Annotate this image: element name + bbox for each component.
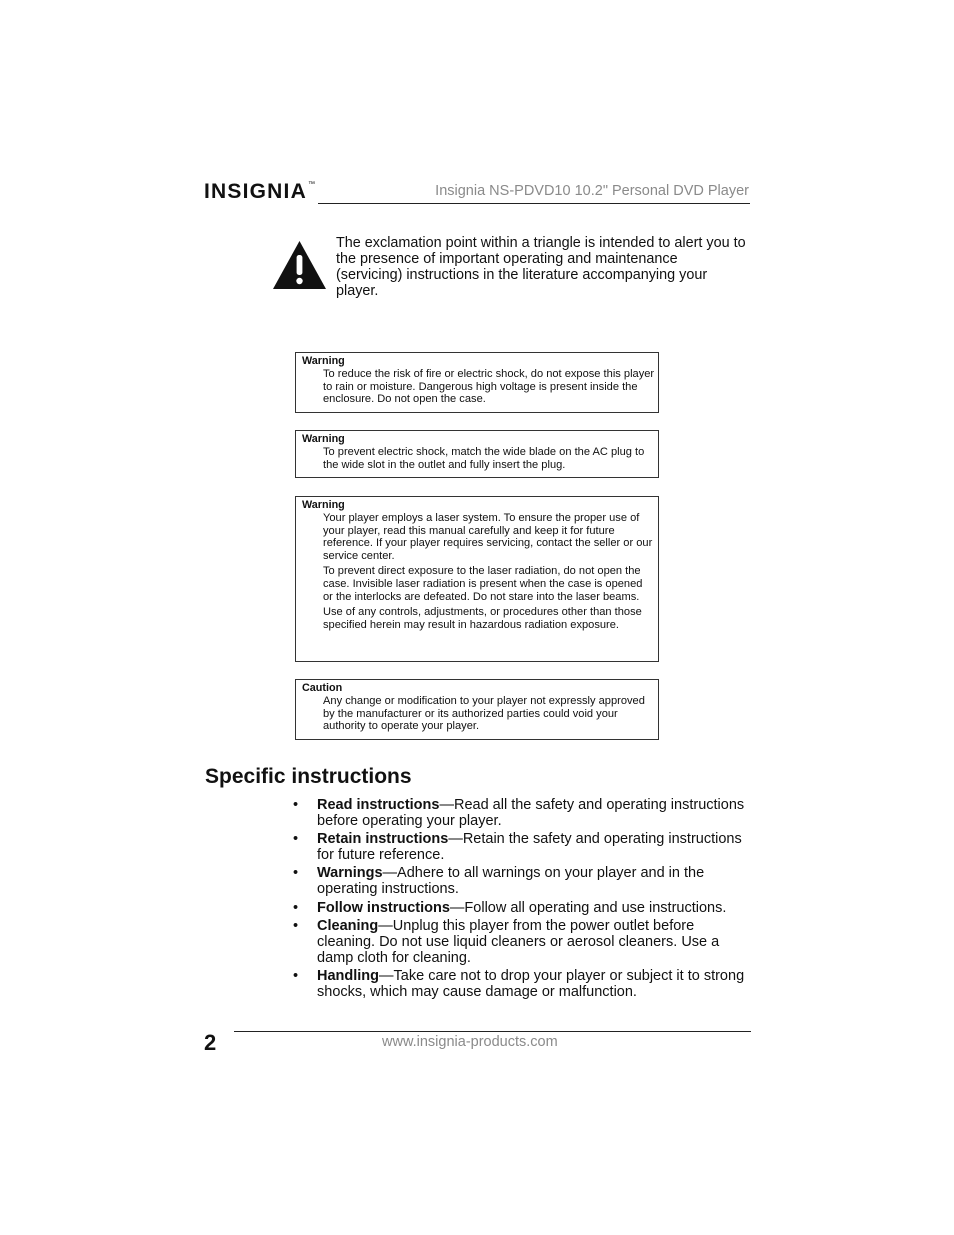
notice-body — [323, 368, 655, 409]
bullet-icon: • — [293, 797, 299, 813]
notice-body — [323, 695, 655, 736]
list-item — [290, 918, 750, 966]
bullet-icon: • — [293, 967, 299, 984]
item-term: Retain instructions — [317, 831, 449, 848]
notice-paragraph: Your player employs a laser system. To ensure the proper use of your player, read this manual carefully and keep it for future reference. If your player requires servicing, contact the seller or our service center. — [323, 512, 653, 562]
header-divider — [318, 203, 750, 204]
section-heading: Specific instructions — [205, 765, 412, 788]
item-term: Read instructions — [317, 797, 440, 813]
header-title: Insignia NS-PDVD10 10.2" Personal DVD Player — [435, 183, 749, 199]
notice-paragraph: Any change or modification to your player not expressly approved by the manufacturer or its authorized parties could void your authority to operate your player. — [323, 695, 645, 733]
trademark-mark: ™ — [307, 181, 317, 188]
item-term: Warnings — [317, 865, 383, 882]
warning-triangle-icon — [272, 240, 327, 290]
list-item — [290, 865, 750, 897]
notice-paragraph: To reduce the risk of fire or electric shock, do not expose this player to rain or moisture. Dangerous high voltage is present inside the enclosure. Do not open the case. — [323, 368, 655, 406]
bullet-icon: • — [293, 917, 299, 934]
item-text: —Unplug this player from the power outlet before cleaning. Do not use liquid cleaners or aerosol cleaners. Use a damp cloth for cleaning. — [317, 917, 720, 966]
notice-paragraph: To prevent electric shock, match the wide blade on the AC plug to the wide slot in the outlet and fully insert the plug. — [323, 446, 645, 471]
notice-paragraph: To prevent direct exposure to the laser radiation, do not open the case. Invisible laser radiation is present when the case is opened or the interlocks are defeated. Do not stare into the laser beams. — [323, 565, 643, 603]
item-text: —Take care not to drop your player or subject it to strong shocks, which may cause damage or malfunction. — [317, 967, 745, 1000]
bullet-icon: • — [293, 899, 299, 916]
page-number: 2 — [204, 1030, 217, 1055]
item-text: —Read all the safety and operating instructions before operating your player. — [317, 797, 745, 829]
notice-box-ac-plug — [295, 430, 659, 478]
notice-title: Warning — [302, 433, 345, 445]
notice-body — [323, 512, 655, 634]
item-term: Follow instructions — [317, 899, 450, 916]
instructions-list — [290, 797, 750, 1002]
notice-box-fire-shock — [295, 352, 659, 413]
item-text: —Follow all operating and use instructions. — [449, 899, 727, 916]
item-term: Cleaning — [317, 917, 379, 934]
notice-title: Warning — [302, 355, 345, 367]
list-item — [290, 900, 750, 916]
item-text: —Retain the safety and operating instructions for future reference. — [317, 831, 742, 864]
footer-url: www.insignia-products.com — [382, 1034, 558, 1050]
item-text: —Adhere to all warnings on your player and in the operating instructions. — [317, 865, 705, 898]
list-item — [290, 968, 750, 1000]
logo-text: INSIGNIA — [204, 180, 307, 203]
list-item — [290, 831, 750, 863]
footer-divider — [234, 1031, 751, 1032]
bullet-icon: • — [293, 865, 299, 882]
alert-description: The exclamation point within a triangle is intended to alert you to the presence of important operating and maintenance (servicing) instructions in the literature accompanying your player. — [336, 235, 746, 299]
item-term: Handling — [317, 967, 380, 984]
notice-box-caution — [295, 679, 659, 740]
notice-body — [323, 446, 655, 474]
brand-logo — [204, 180, 316, 204]
list-item — [290, 797, 750, 829]
notice-paragraph: Use of any controls, adjustments, or procedures other than those specified herein may result in hazardous radiation exposure. — [323, 606, 642, 631]
bullet-icon: • — [293, 831, 299, 848]
notice-title: Caution — [302, 682, 343, 694]
notice-box-laser — [295, 496, 659, 662]
notice-title: Warning — [302, 499, 345, 511]
